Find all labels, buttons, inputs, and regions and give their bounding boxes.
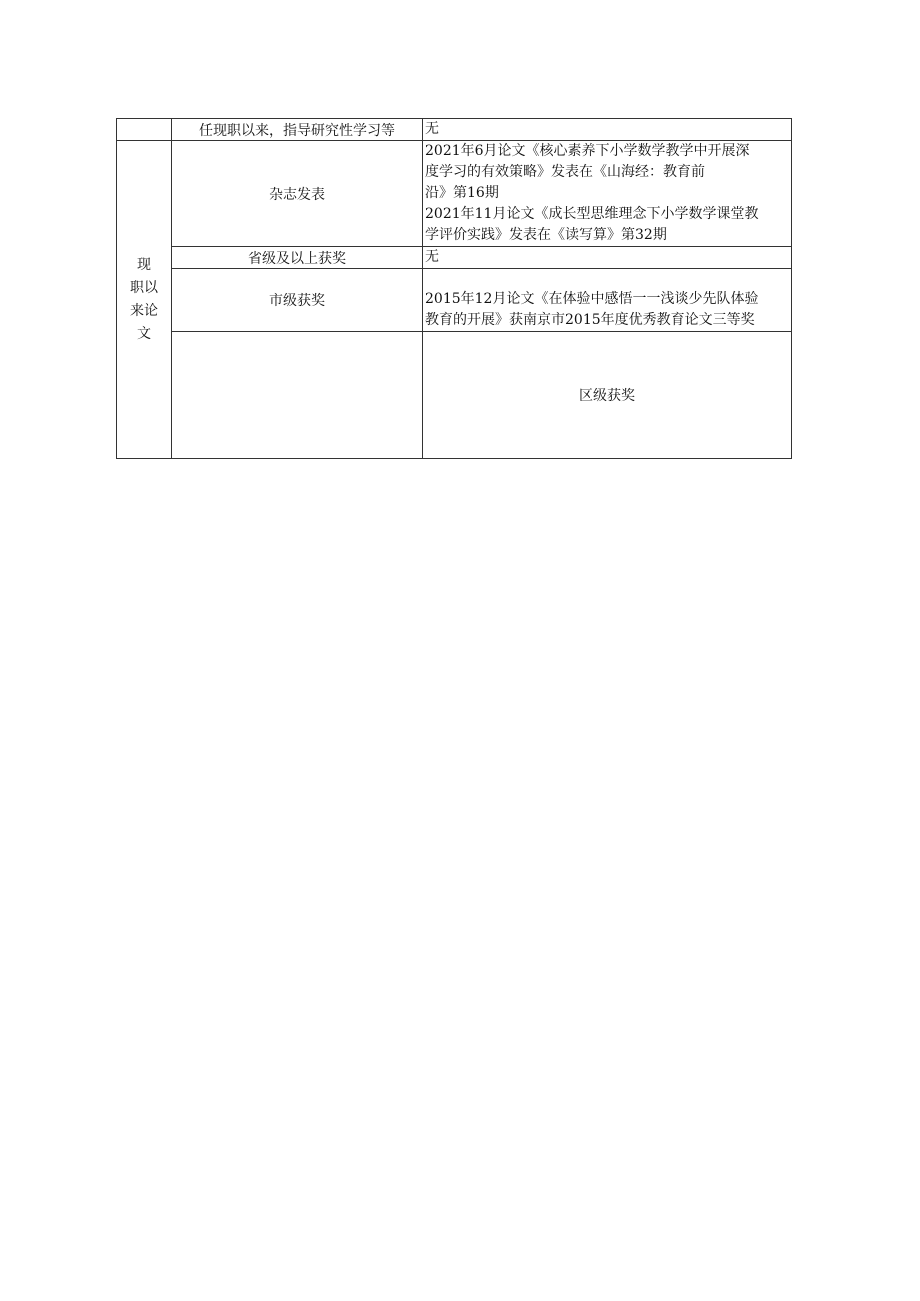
provincial-label: 省级及以上获奖 xyxy=(172,247,423,269)
section-label-line: 职以 xyxy=(130,279,158,296)
journal-value xyxy=(423,141,792,247)
journal-line: 2021年6月论文《核心素养下小学数学教学中开展深 xyxy=(425,143,750,159)
table-row-guidance xyxy=(117,119,792,141)
achievement-table xyxy=(116,118,792,459)
journal-line: 度学习的有效策略》发表在《山海经：教育前 xyxy=(425,164,705,180)
table-row-district xyxy=(117,332,792,459)
journal-line: 2021年11月论文《成长型思维理念下小学数学课堂教 xyxy=(425,206,759,222)
city-line: 教育的开展》获南京市2015年度优秀教育论文三等奖 xyxy=(425,312,755,328)
journal-line: 沿》第16期 xyxy=(425,185,499,201)
city-label: 市级获奖 xyxy=(172,269,423,332)
district-label: 区级获奖 xyxy=(423,332,792,459)
empty-cell xyxy=(172,332,423,459)
section-label-line: 现 xyxy=(137,256,151,273)
table-row-provincial xyxy=(117,247,792,269)
section-label-line: 来论 xyxy=(130,302,158,319)
journal-line: 学评价实践》发表在《读写算》第32期 xyxy=(425,227,667,243)
table-row-city xyxy=(117,269,792,332)
city-value xyxy=(423,269,792,332)
table-row-journal xyxy=(117,141,792,247)
empty-cell xyxy=(117,119,172,141)
provincial-value: 无 xyxy=(423,247,792,269)
guidance-label: 任现职以来，指导研究性学习等 xyxy=(172,119,423,141)
city-line: 2015年12月论文《在体验中感悟一一浅谈少先队体验 xyxy=(425,291,759,307)
journal-label: 杂志发表 xyxy=(172,141,423,247)
guidance-value: 无 xyxy=(423,119,792,141)
section-label-papers xyxy=(117,141,172,459)
section-label-line: 文 xyxy=(137,325,151,342)
